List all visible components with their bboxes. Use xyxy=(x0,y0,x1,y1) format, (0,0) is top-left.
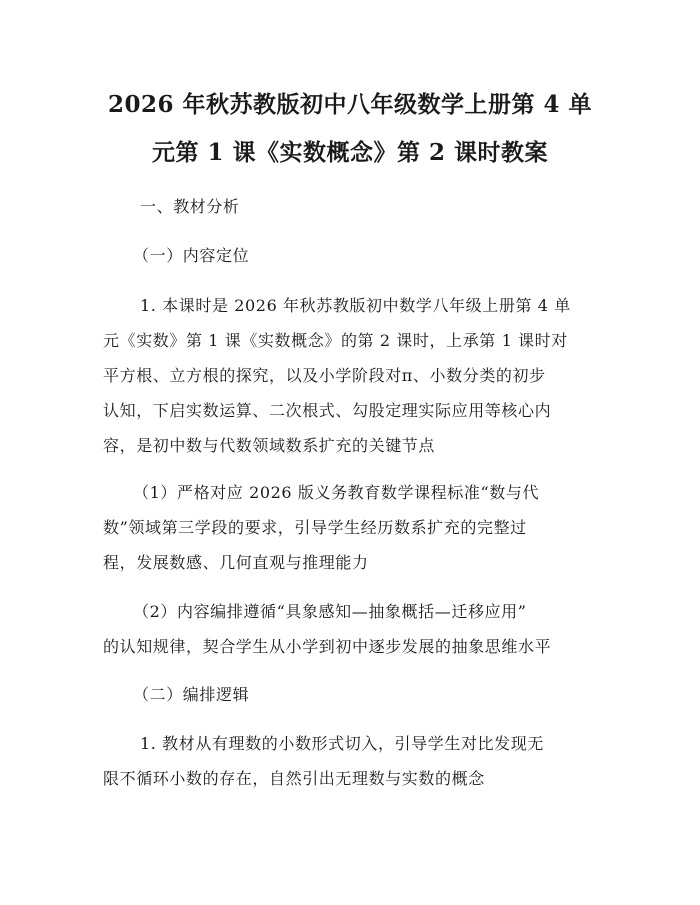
subsection-heading: （二）编排逻辑 xyxy=(133,685,250,704)
paragraph-line: 限不循环小数的存在，自然引出无理数与实数的概念 xyxy=(103,769,485,788)
list-item-line: （2）内容编排遵循“具象感知—抽象概括—迁移应用” xyxy=(133,602,527,621)
paragraph-line: 容，是初中数与代数领域数系扩充的关键节点 xyxy=(103,436,436,455)
paragraph-line: 平方根、立方根的探究，以及小学阶段对π、小数分类的初步 xyxy=(103,366,546,385)
paragraph-line: 1. 教材从有理数的小数形式切入，引导学生对比发现无 xyxy=(140,734,544,753)
document-title-line-1: 2026 年秋苏教版初中八年级数学上册第 4 单 xyxy=(107,91,593,118)
paragraph-line: 1. 本课时是 2026 年秋苏教版初中数学八年级上册第 4 单 xyxy=(140,296,571,315)
list-item-line: 的认知规律，契合学生从小学到初中逐步发展的抽象思维水平 xyxy=(103,637,552,656)
list-item-line: （1）严格对应 2026 版义务教育数学课程标准“数与代 xyxy=(133,483,540,502)
list-item-line: 数”领域第三学段的要求，引导学生经历数系扩充的完整过 xyxy=(103,518,527,537)
paragraph-line: 认知，下启实数运算、二次根式、勾股定理实际应用等核心内 xyxy=(103,401,552,420)
paragraph-line: 元《实数》第 1 课《实数概念》的第 2 课时，上承第 1 课时对 xyxy=(103,331,568,350)
section-heading: 一、教材分析 xyxy=(140,197,240,216)
document-title-line-2: 元第 1 课《实数概念》第 2 课时教案 xyxy=(151,139,549,166)
list-item-line: 程，发展数感、几何直观与推理能力 xyxy=(103,553,369,572)
subsection-heading: （一）内容定位 xyxy=(133,246,250,265)
